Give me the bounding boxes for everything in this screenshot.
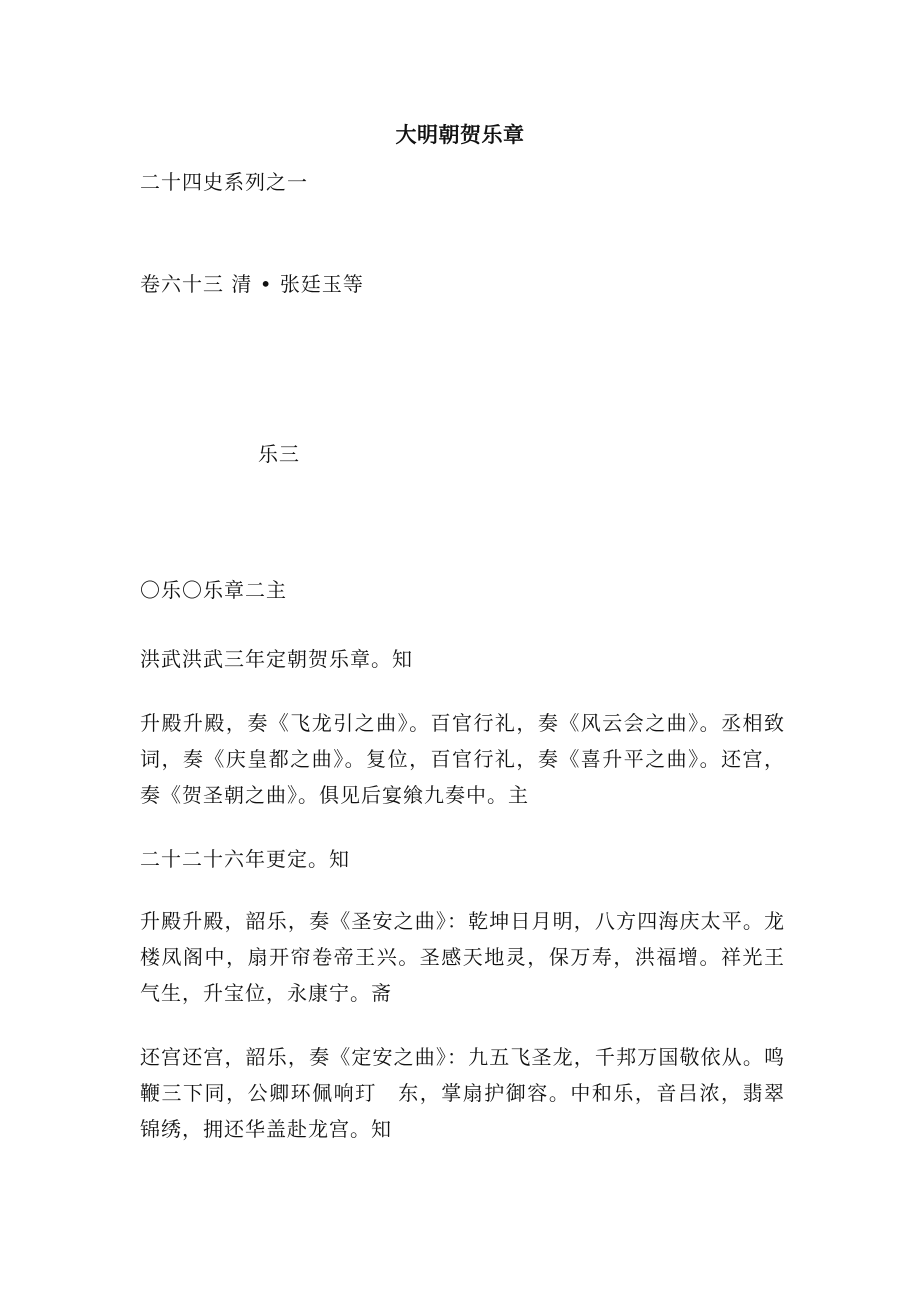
paragraph: 升殿升殿，韶乐，奏《圣安之曲》：乾坤日月明，八方四海庆太平。龙楼凤阁中，扇开帘卷帝王兴。圣感天地灵，保万寿，洪福增。祥光王气生，升宝位，永康宁。斋 <box>140 909 785 1005</box>
section-heading: 乐三 <box>258 442 300 466</box>
paragraph: 二十二十六年更定。知 <box>140 847 350 871</box>
paragraph-heading: 〇乐〇乐章二主 <box>140 578 287 602</box>
document-title: 大明朝贺乐章 <box>395 123 525 147</box>
paragraph: 洪武洪武三年定朝贺乐章。知 <box>140 647 413 671</box>
volume-author-line: 卷六十三 清 • 张廷玉等 <box>140 272 364 296</box>
series-subtitle: 二十四史系列之一 <box>140 170 308 194</box>
paragraph: 升殿升殿，奏《飞龙引之曲》。百官行礼，奏《风云会之曲》。丞相致词，奏《庆皇都之曲》。复位，百官行礼，奏《喜升平之曲》。还宫，奏《贺圣朝之曲》。俱见后宴飨九奏中。主 <box>140 711 785 807</box>
paragraph: 还宫还宫，韶乐，奏《定安之曲》：九五飞圣龙，千邦万国敬依从。鸣鞭三下同，公卿环佩响玎 东，掌扇护御容。中和乐，音吕浓，翡翠锦绣，拥还华盖赴龙宫。知 <box>140 1045 785 1141</box>
